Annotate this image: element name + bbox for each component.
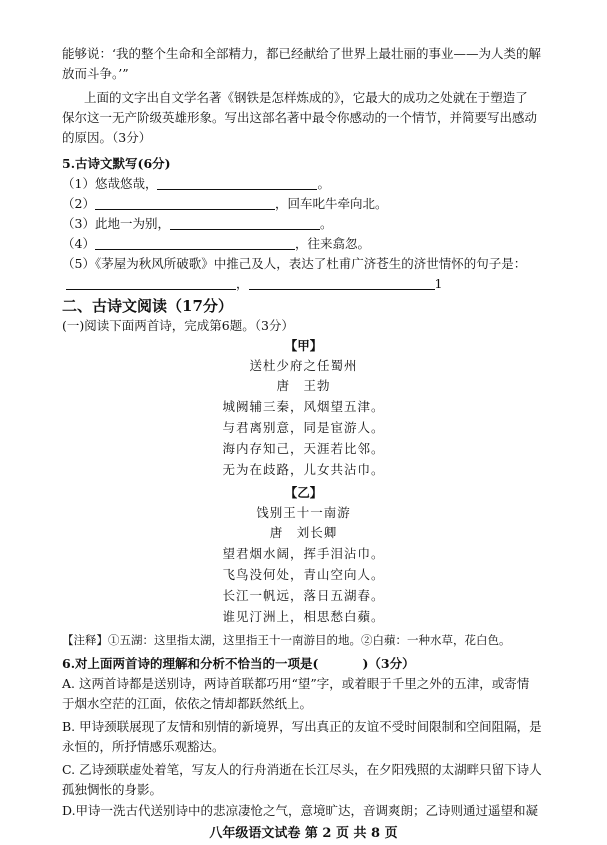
q5-item-3-prefix: （3）此地一为别， bbox=[62, 216, 170, 231]
question-text-line-3: 的原因。（3分） bbox=[62, 130, 152, 145]
poem-b-line-1: 望君烟水阔，挥手泪沾巾。 bbox=[222, 546, 385, 561]
q5-item-5-answer bbox=[66, 276, 442, 292]
q5-item-1-prefix: （1）悠哉悠哉， bbox=[62, 176, 158, 191]
question-text-line-1: 上面的文字出自文学名著《钢铁是怎样炼成的》，它最大的成功之处就在于塑造了 bbox=[84, 90, 528, 105]
q5-item-1-suffix: 。 bbox=[317, 176, 330, 191]
poem-a-line-4: 无为在歧路，儿女共沾巾。 bbox=[222, 462, 385, 477]
q6-option-c-line-1: C. 乙诗颈联虚处着笔，写友人的行舟消逝在长江尽头，在夕阳残照的太湖畔只留下诗人 bbox=[62, 762, 542, 777]
poem-b-line-2: 飞鸟没何处，青山空向人。 bbox=[222, 567, 385, 582]
q5-title: 5.古诗文默写(6分) bbox=[62, 156, 171, 171]
q5-item-5-separator: ， bbox=[236, 276, 249, 291]
poem-a-author: 唐 王勃 bbox=[276, 378, 331, 393]
q6-option-a-line-1: A. 这两首诗都是送别诗，两诗首联都巧用“望”字，或着眼于千里之外的五津，或寄情 bbox=[62, 676, 530, 691]
poem-a-title: 送杜少府之任蜀州 bbox=[249, 358, 358, 373]
section-2-subtitle: (一)阅读下面两首诗，完成第6题。（3分） bbox=[62, 318, 294, 333]
q6-stem bbox=[62, 656, 415, 672]
intro-line-2: 放而斗争。’” bbox=[62, 66, 129, 81]
q5-item-5-blank-2[interactable] bbox=[249, 277, 435, 290]
q6-stem-prefix: 6.对上面两首诗的理解和分析不恰当的一项是( bbox=[62, 656, 319, 671]
poem-b-title: 饯别王十一南游 bbox=[256, 505, 351, 520]
page-footer: 八年级语文试卷 第 2 页 共 8 页 bbox=[209, 826, 398, 841]
poem-b-line-3: 长江一帆远，落日五湖春。 bbox=[222, 588, 385, 603]
poem-notes: 【注释】①五湖：这里指太湖，这里指王十一南游目的地。②白蘋：一种水草，花白色。 bbox=[62, 633, 511, 647]
q5-item-2-prefix: （2） bbox=[62, 196, 95, 211]
q5-item-5-blank-1[interactable] bbox=[66, 277, 236, 290]
poem-a-label: 【甲】 bbox=[284, 338, 323, 353]
poem-a-line-2: 与君离别意，同是宦游人。 bbox=[222, 420, 385, 435]
section-2-title: 二、古诗文阅读（17分） bbox=[62, 297, 233, 315]
q5-item-2 bbox=[62, 196, 387, 212]
poem-a-line-1: 城阙辅三秦，风烟望五津。 bbox=[222, 399, 385, 414]
q6-stem-suffix: )（3分） bbox=[362, 656, 415, 671]
q6-option-b-line-1: B. 甲诗颈联展现了友情和别情的新境界，写出真正的友谊不受时间限制和空间阻隔，是 bbox=[62, 719, 542, 734]
q5-item-1 bbox=[62, 176, 330, 192]
q5-item-4 bbox=[62, 236, 370, 252]
q5-item-1-blank[interactable] bbox=[157, 177, 317, 190]
q6-option-c-line-2: 孤独惆怅的身影。 bbox=[62, 782, 163, 797]
q5-item-3-blank[interactable] bbox=[170, 217, 320, 230]
poem-b-author: 唐 刘长卿 bbox=[269, 525, 338, 540]
intro-line-1: 能够说：‘我的整个生命和全部精力，都已经献给了世界上最壮丽的事业——为人类的解 bbox=[62, 46, 541, 61]
q5-item-4-prefix: （4） bbox=[62, 236, 95, 251]
poem-a-line-3: 海内存知己，天涯若比邻。 bbox=[222, 441, 385, 456]
q5-item-5-end: 1 bbox=[434, 276, 443, 291]
q6-option-d-line-1: D.甲诗一洗古代送别诗中的悲凉凄怆之气，意境旷达，音调爽朗；乙诗则通过遥望和凝 bbox=[62, 803, 539, 818]
q5-item-4-blank[interactable] bbox=[95, 237, 295, 250]
q5-item-5: （5）《茅屋为秋风所破歌》中推己及人，表达了杜甫广济苍生的济世情怀的句子是： bbox=[62, 256, 527, 271]
q6-option-a-line-2: 于烟水空茫的江面，依依之情却都跃然纸上。 bbox=[62, 696, 313, 711]
q5-item-2-blank[interactable] bbox=[95, 197, 275, 210]
q5-item-2-suffix: ，回车叱牛牵向北。 bbox=[274, 196, 388, 211]
q5-item-4-suffix: ，往来翕忽。 bbox=[294, 236, 370, 251]
poem-b-label: 【乙】 bbox=[284, 485, 323, 500]
q6-option-b-line-2: 永恒的，所抒情感乐观豁达。 bbox=[62, 739, 225, 754]
poem-b-line-4: 谁见汀洲上，相思愁白蘋。 bbox=[222, 609, 385, 624]
question-text-line-2: 保尔这一无产阶级英雄形象。写出这部名著中最令你感动的一个情节，并简要写出感动 bbox=[62, 110, 538, 125]
q5-item-3-suffix: 。 bbox=[319, 216, 333, 231]
q5-item-3 bbox=[62, 216, 332, 232]
